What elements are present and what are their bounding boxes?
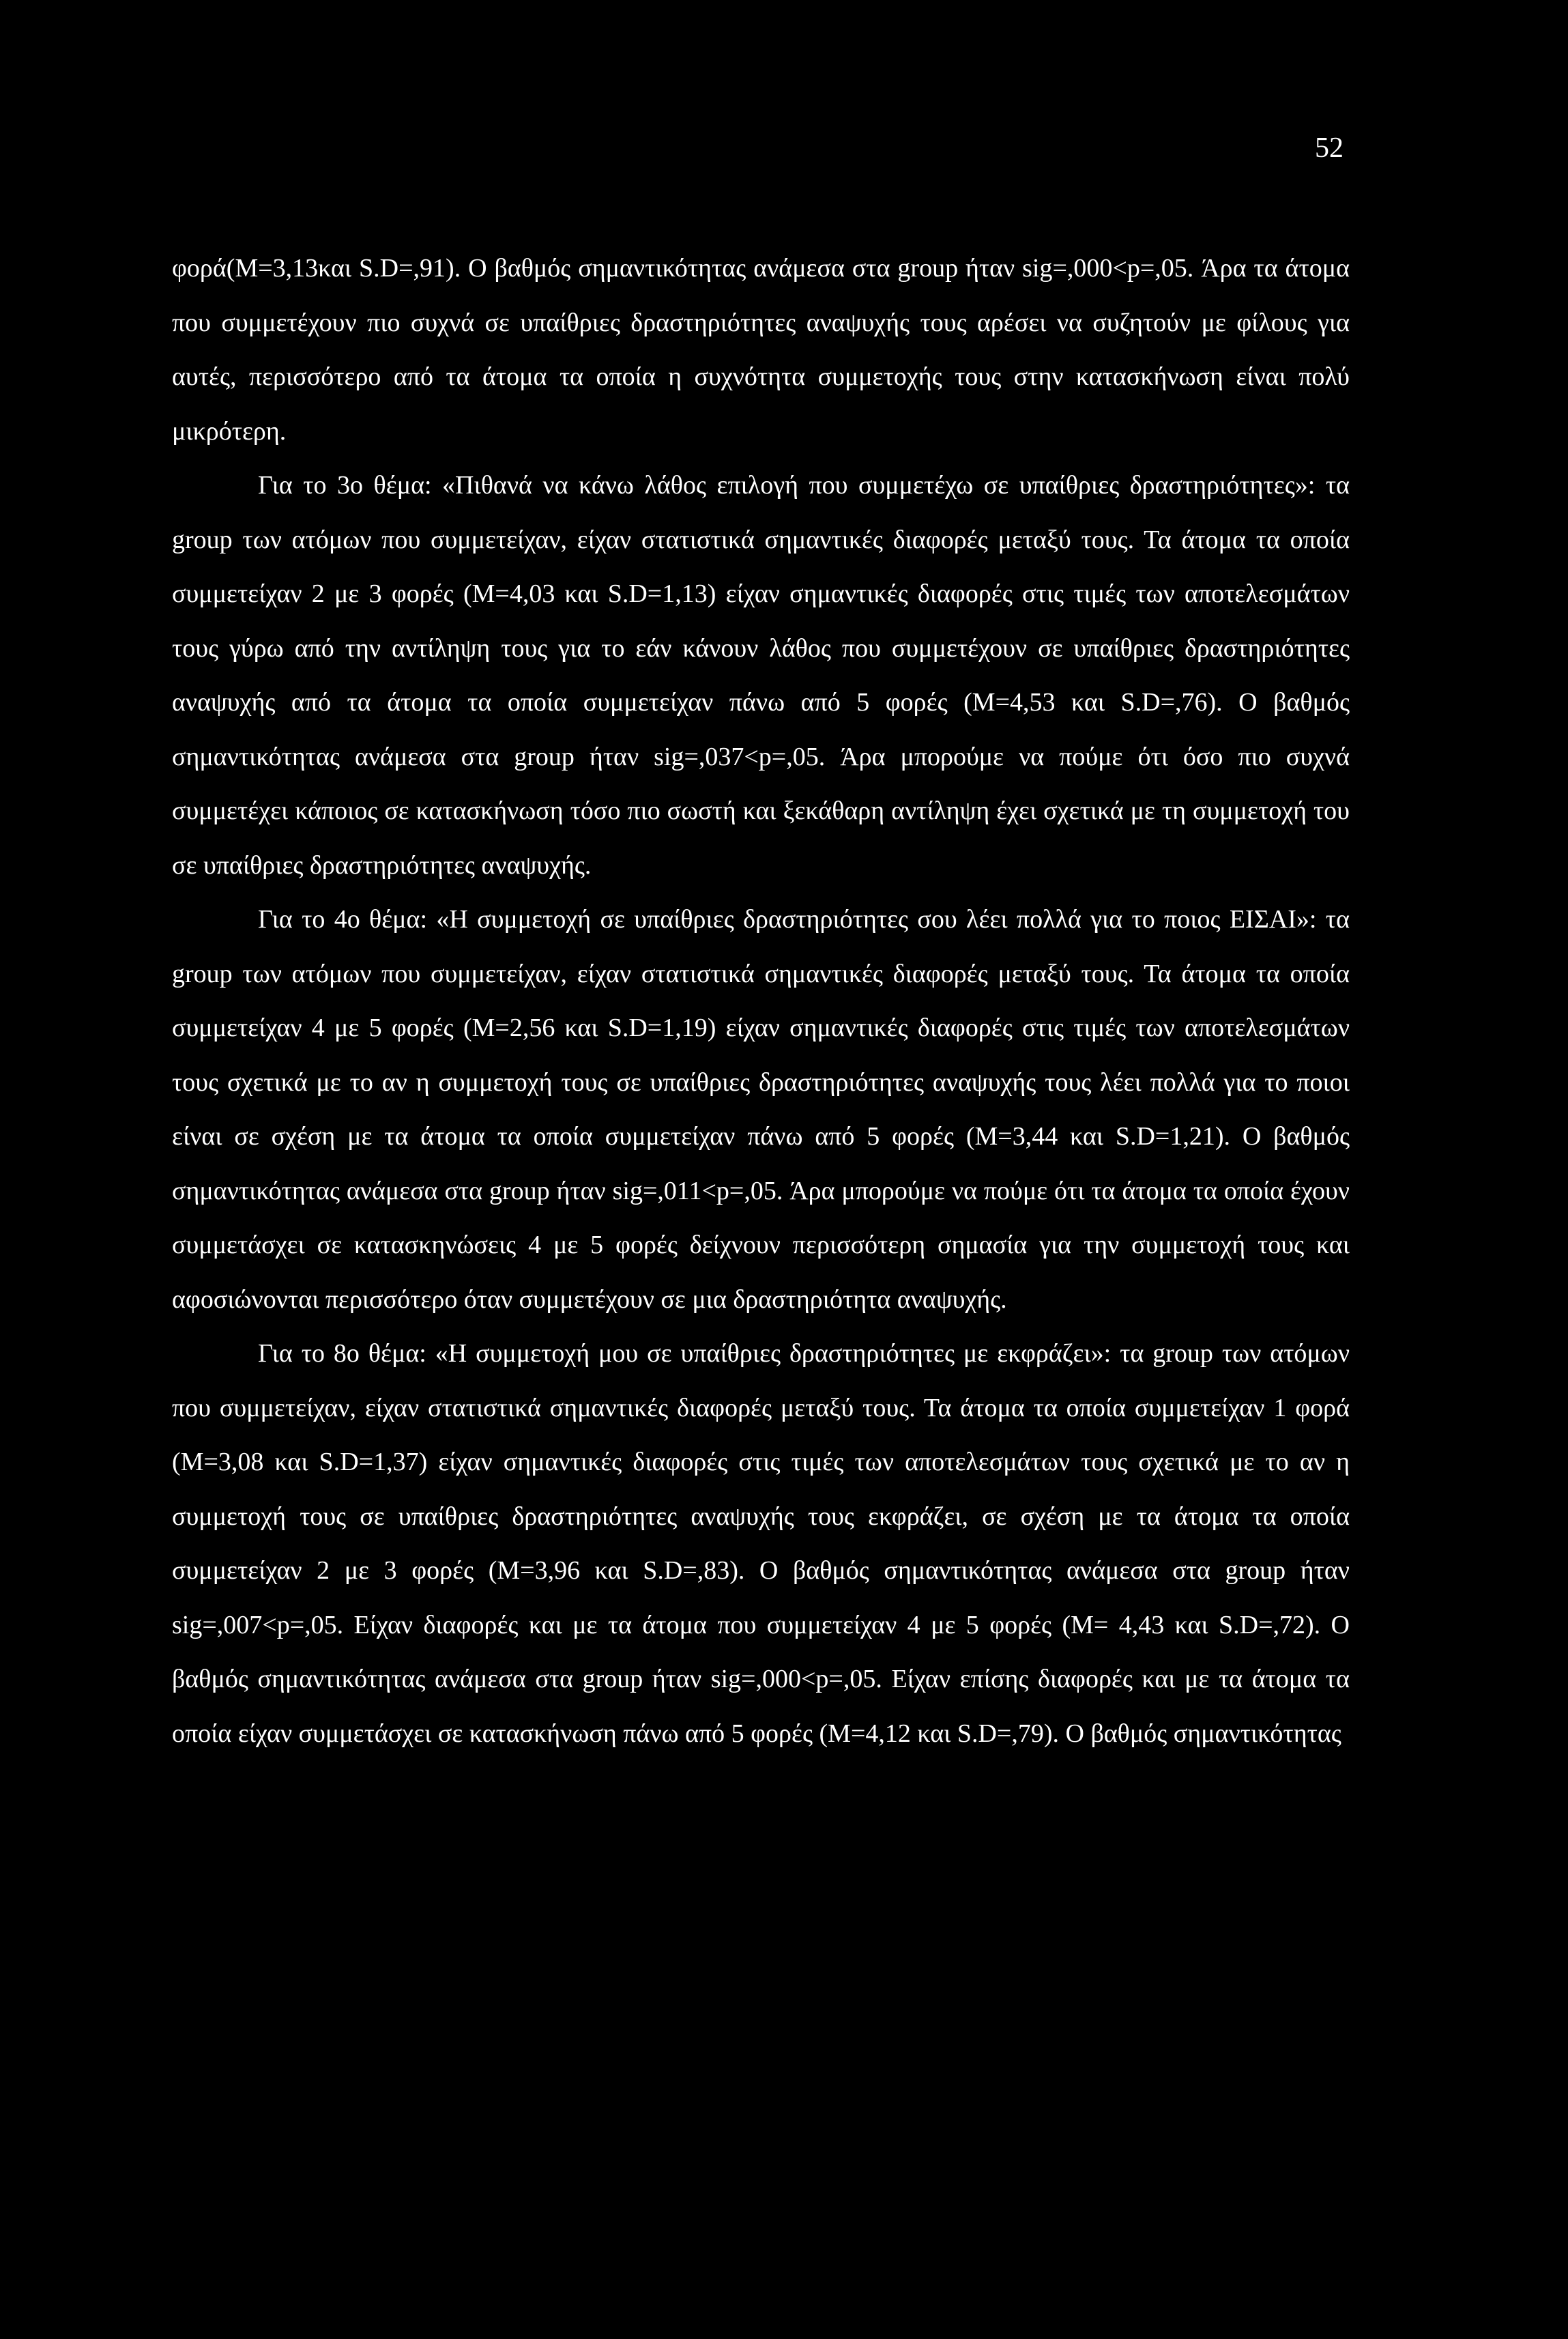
paragraph-continuation: φορά(Μ=3,13και S.D=,91). Ο βαθμός σημαντικότητας ανάμεσα στα group ήταν sig=,000<p=,05. Άρα τα άτομα που συμμετέχουν πιο συχνά σε υπαίθριες δραστηριότητες αναψυχής τους αρέσει να συζητούν με φίλους για αυτές, περισσότερο από τα άτομα τα οποία η συχνότητα συμμετοχής τους στην κατασκήνωση είναι πολύ μικρότερη. [172,254,1350,446]
document-body [172,242,1350,1761]
page-number: 52 [1315,132,1344,164]
paragraph-topic-3: Για το 3ο θέμα: «Πιθανά να κάνω λάθος επιλογή που συμμετέχω σε υπαίθριες δραστηριότητες»: τα group των ατόμων που συμμετείχαν, είχαν στατιστικά σημαντικές διαφορές μεταξύ τους. Τα άτομα τα οποία συμμετείχαν 2 με 3 φορές (Μ=4,03 και S.D=1,13) είχαν σημαντικές διαφορές στις τιμές των αποτελεσμάτων τους γύρω από την αντίληψη τους για το εάν κάνουν λάθος που συμμετέχουν σε υπαίθριες δραστηριότητες αναψυχής από τα άτομα τα οποία συμμετείχαν πάνω από 5 φορές (Μ=4,53 και S.D=,76). Ο βαθμός σημαντικότητας ανάμεσα στα group ήταν sig=,037<p=,05. Άρα μπορούμε να πούμε ότι όσο πιο συχνά συμμετέχει κάποιος σε κατασκήνωση τόσο πιο σωστή και ξεκάθαρη αντίληψη έχει σχετικά με τη συμμετοχή του σε υπαίθριες δραστηριότητες αναψυχής. [172,471,1350,880]
paragraph-topic-4: Για το 4ο θέμα: «Η συμμετοχή σε υπαίθριες δραστηριότητες σου λέει πολλά για το ποιος ΕΙΣΑΙ»: τα group των ατόμων που συμμετείχαν, είχαν στατιστικά σημαντικές διαφορές μεταξύ τους. Τα άτομα τα οποία συμμετείχαν 4 με 5 φορές (Μ=2,56 και S.D=1,19) είχαν σημαντικές διαφορές στις τιμές των αποτελεσμάτων τους σχετικά με το αν η συμμετοχή τους σε υπαίθριες δραστηριότητες αναψυχής τους λέει πολλά για το ποιοι είναι σε σχέση με τα άτομα τα οποία συμμετείχαν πάνω από 5 φορές (Μ=3,44 και S.D=1,21). Ο βαθμός σημαντικότητας ανάμεσα στα group ήταν sig=,011<p=,05. Άρα μπορούμε να πούμε ότι τα άτομα τα οποία έχουν συμμετάσχει σε κατασκηνώσεις 4 με 5 φορές δείχνουν περισσότερη σημασία για την συμμετοχή τους και αφοσιώνονται περισσότερο όταν συμμετέχουν σε μια δραστηριότητα αναψυχής. [172,905,1350,1314]
paragraph-topic-8: Για το 8ο θέμα: «Η συμμετοχή μου σε υπαίθριες δραστηριότητες με εκφράζει»: τα group των ατόμων που συμμετείχαν, είχαν στατιστικά σημαντικές διαφορές μεταξύ τους. Τα άτομα τα οποία συμμετείχαν 1 φορά (Μ=3,08 και S.D=1,37) είχαν σημαντικές διαφορές στις τιμές των αποτελεσμάτων τους σχετικά με το αν η συμμετοχή τους σε υπαίθριες δραστηριότητες αναψυχής τους εκφράζει, σε σχέση με τα άτομα τα οποία συμμετείχαν 2 με 3 φορές (Μ=3,96 και S.D=,83). Ο βαθμός σημαντικότητας ανάμεσα στα group ήταν sig=,007<p=,05. Είχαν διαφορές και με τα άτομα που συμμετείχαν 4 με 5 φορές (Μ= 4,43 και S.D=,72). Ο βαθμός σημαντικότητας ανάμεσα στα group ήταν sig=,000<p=,05. Είχαν επίσης διαφορές και με τα άτομα τα οποία είχαν συμμετάσχει σε κατασκήνωση πάνω από 5 φορές (Μ=4,12 και S.D=,79). Ο βαθμός σημαντικότητας [172,1339,1350,1748]
